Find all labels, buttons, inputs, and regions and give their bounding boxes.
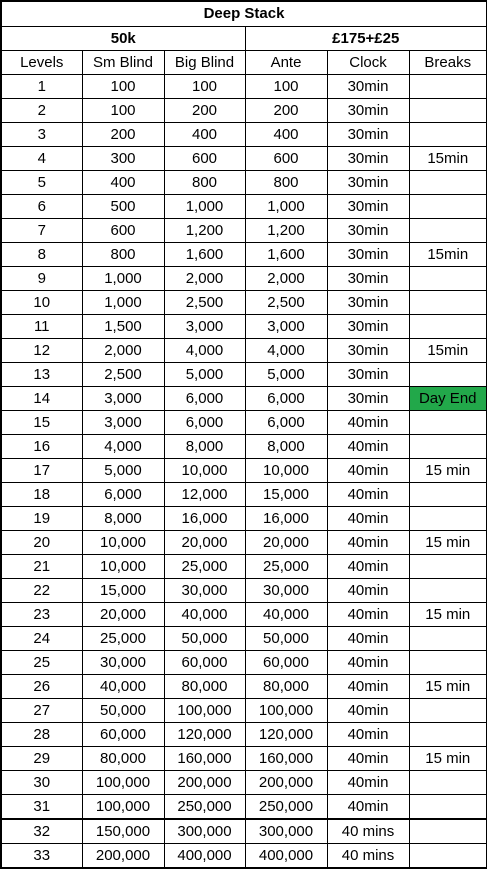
cell-level: 29 — [1, 747, 82, 771]
cell-break — [409, 435, 487, 459]
cell-sm-blind: 80,000 — [82, 747, 164, 771]
header-sm-blind: Sm Blind — [82, 51, 164, 75]
cell-level: 13 — [1, 363, 82, 387]
cell-sm-blind: 15,000 — [82, 579, 164, 603]
table-row — [1, 579, 487, 603]
cell-ante: 3,000 — [245, 315, 327, 339]
cell-ante: 8,000 — [245, 435, 327, 459]
cell-ante: 1,200 — [245, 219, 327, 243]
cell-big-blind: 400 — [164, 123, 245, 147]
cell-big-blind: 600 — [164, 147, 245, 171]
cell-clock: 40min — [327, 483, 409, 507]
cell-sm-blind: 8,000 — [82, 507, 164, 531]
cell-ante: 25,000 — [245, 555, 327, 579]
cell-level: 15 — [1, 411, 82, 435]
cell-big-blind: 400,000 — [164, 844, 245, 869]
cell-clock: 30min — [327, 219, 409, 243]
cell-break: Day End — [409, 387, 487, 411]
table-row — [1, 339, 487, 363]
cell-level: 27 — [1, 699, 82, 723]
cell-level: 25 — [1, 651, 82, 675]
cell-sm-blind: 5,000 — [82, 459, 164, 483]
cell-big-blind: 250,000 — [164, 795, 245, 820]
cell-level: 14 — [1, 387, 82, 411]
cell-clock: 30min — [327, 147, 409, 171]
cell-sm-blind: 40,000 — [82, 675, 164, 699]
cell-big-blind: 2,500 — [164, 291, 245, 315]
cell-sm-blind: 100 — [82, 99, 164, 123]
subheader-row — [1, 27, 487, 51]
cell-clock: 40min — [327, 459, 409, 483]
cell-level: 16 — [1, 435, 82, 459]
table-row — [1, 411, 487, 435]
cell-level: 22 — [1, 579, 82, 603]
starting-stack: 50k — [1, 27, 245, 51]
cell-level: 8 — [1, 243, 82, 267]
table-row — [1, 171, 487, 195]
cell-sm-blind: 300 — [82, 147, 164, 171]
table-row — [1, 819, 487, 844]
cell-sm-blind: 200,000 — [82, 844, 164, 869]
cell-ante: 15,000 — [245, 483, 327, 507]
cell-ante: 120,000 — [245, 723, 327, 747]
cell-big-blind: 40,000 — [164, 603, 245, 627]
cell-clock: 40min — [327, 579, 409, 603]
cell-ante: 6,000 — [245, 411, 327, 435]
cell-ante: 1,000 — [245, 195, 327, 219]
cell-break — [409, 771, 487, 795]
cell-ante: 30,000 — [245, 579, 327, 603]
header-ante: Ante — [245, 51, 327, 75]
cell-break — [409, 123, 487, 147]
cell-ante: 800 — [245, 171, 327, 195]
cell-level: 2 — [1, 99, 82, 123]
cell-big-blind: 1,000 — [164, 195, 245, 219]
table-row — [1, 507, 487, 531]
table-row — [1, 459, 487, 483]
cell-big-blind: 80,000 — [164, 675, 245, 699]
table-row — [1, 315, 487, 339]
cell-break — [409, 363, 487, 387]
cell-level: 7 — [1, 219, 82, 243]
cell-sm-blind: 25,000 — [82, 627, 164, 651]
cell-sm-blind: 1,000 — [82, 291, 164, 315]
cell-big-blind: 16,000 — [164, 507, 245, 531]
header-levels: Levels — [1, 51, 82, 75]
cell-sm-blind: 3,000 — [82, 411, 164, 435]
title-row — [1, 1, 487, 27]
header-clock: Clock — [327, 51, 409, 75]
cell-clock: 30min — [327, 171, 409, 195]
cell-clock: 40min — [327, 723, 409, 747]
cell-big-blind: 5,000 — [164, 363, 245, 387]
cell-break — [409, 411, 487, 435]
header-breaks: Breaks — [409, 51, 487, 75]
cell-clock: 40min — [327, 651, 409, 675]
cell-break — [409, 99, 487, 123]
cell-sm-blind: 400 — [82, 171, 164, 195]
cell-clock: 30min — [327, 363, 409, 387]
cell-ante: 100,000 — [245, 699, 327, 723]
cell-clock: 40min — [327, 555, 409, 579]
table-row — [1, 699, 487, 723]
cell-clock: 40min — [327, 603, 409, 627]
cell-ante: 50,000 — [245, 627, 327, 651]
cell-clock: 30min — [327, 387, 409, 411]
cell-big-blind: 1,600 — [164, 243, 245, 267]
cell-break — [409, 651, 487, 675]
cell-ante: 400 — [245, 123, 327, 147]
cell-level: 19 — [1, 507, 82, 531]
cell-big-blind: 300,000 — [164, 819, 245, 844]
table-row — [1, 243, 487, 267]
cell-level: 10 — [1, 291, 82, 315]
cell-break: 15min — [409, 339, 487, 363]
table-row — [1, 844, 487, 869]
cell-big-blind: 120,000 — [164, 723, 245, 747]
table-row — [1, 675, 487, 699]
cell-ante: 400,000 — [245, 844, 327, 869]
cell-clock: 30min — [327, 99, 409, 123]
cell-level: 28 — [1, 723, 82, 747]
cell-clock: 40min — [327, 771, 409, 795]
cell-sm-blind: 30,000 — [82, 651, 164, 675]
cell-ante: 40,000 — [245, 603, 327, 627]
buy-in: £175+£25 — [245, 27, 487, 51]
cell-big-blind: 10,000 — [164, 459, 245, 483]
cell-big-blind: 100,000 — [164, 699, 245, 723]
table-row — [1, 219, 487, 243]
cell-level: 4 — [1, 147, 82, 171]
cell-big-blind: 6,000 — [164, 387, 245, 411]
table-row — [1, 747, 487, 771]
cell-big-blind: 6,000 — [164, 411, 245, 435]
cell-ante: 2,500 — [245, 291, 327, 315]
cell-sm-blind: 500 — [82, 195, 164, 219]
cell-sm-blind: 50,000 — [82, 699, 164, 723]
cell-big-blind: 50,000 — [164, 627, 245, 651]
cell-sm-blind: 800 — [82, 243, 164, 267]
cell-ante: 300,000 — [245, 819, 327, 844]
cell-break — [409, 171, 487, 195]
table-row — [1, 267, 487, 291]
cell-break: 15min — [409, 243, 487, 267]
cell-sm-blind: 1,000 — [82, 267, 164, 291]
table-row — [1, 363, 487, 387]
cell-big-blind: 25,000 — [164, 555, 245, 579]
cell-big-blind: 4,000 — [164, 339, 245, 363]
cell-ante: 60,000 — [245, 651, 327, 675]
cell-break: 15min — [409, 147, 487, 171]
cell-big-blind: 100 — [164, 75, 245, 99]
header-big-blind: Big Blind — [164, 51, 245, 75]
table-row — [1, 195, 487, 219]
cell-clock: 40min — [327, 675, 409, 699]
cell-clock: 30min — [327, 339, 409, 363]
header-row — [1, 51, 487, 75]
cell-big-blind: 160,000 — [164, 747, 245, 771]
table-row — [1, 555, 487, 579]
table-row — [1, 531, 487, 555]
cell-clock: 30min — [327, 315, 409, 339]
cell-clock: 40 mins — [327, 819, 409, 844]
cell-sm-blind: 6,000 — [82, 483, 164, 507]
cell-big-blind: 60,000 — [164, 651, 245, 675]
cell-level: 24 — [1, 627, 82, 651]
cell-break — [409, 795, 487, 820]
cell-clock: 30min — [327, 75, 409, 99]
cell-clock: 30min — [327, 243, 409, 267]
cell-level: 11 — [1, 315, 82, 339]
cell-clock: 30min — [327, 195, 409, 219]
cell-break — [409, 507, 487, 531]
cell-clock: 30min — [327, 123, 409, 147]
cell-level: 33 — [1, 844, 82, 869]
cell-clock: 40min — [327, 411, 409, 435]
cell-ante: 10,000 — [245, 459, 327, 483]
cell-ante: 100 — [245, 75, 327, 99]
cell-sm-blind: 100 — [82, 75, 164, 99]
cell-level: 26 — [1, 675, 82, 699]
cell-sm-blind: 100,000 — [82, 771, 164, 795]
cell-level: 17 — [1, 459, 82, 483]
cell-clock: 30min — [327, 291, 409, 315]
cell-ante: 600 — [245, 147, 327, 171]
cell-level: 9 — [1, 267, 82, 291]
cell-level: 12 — [1, 339, 82, 363]
cell-clock: 40min — [327, 699, 409, 723]
cell-level: 3 — [1, 123, 82, 147]
cell-big-blind: 30,000 — [164, 579, 245, 603]
cell-ante: 5,000 — [245, 363, 327, 387]
cell-clock: 40min — [327, 531, 409, 555]
cell-sm-blind: 200 — [82, 123, 164, 147]
table-row — [1, 771, 487, 795]
cell-ante: 6,000 — [245, 387, 327, 411]
cell-sm-blind: 2,500 — [82, 363, 164, 387]
cell-ante: 200,000 — [245, 771, 327, 795]
table-row — [1, 795, 487, 820]
cell-clock: 30min — [327, 267, 409, 291]
cell-level: 1 — [1, 75, 82, 99]
cell-sm-blind: 100,000 — [82, 795, 164, 820]
table-row — [1, 603, 487, 627]
table-row — [1, 435, 487, 459]
cell-big-blind: 12,000 — [164, 483, 245, 507]
table-row — [1, 99, 487, 123]
cell-sm-blind: 10,000 — [82, 555, 164, 579]
cell-sm-blind: 20,000 — [82, 603, 164, 627]
table-row — [1, 147, 487, 171]
cell-sm-blind: 3,000 — [82, 387, 164, 411]
cell-break — [409, 219, 487, 243]
table-row — [1, 387, 487, 411]
table-row — [1, 651, 487, 675]
cell-big-blind: 200 — [164, 99, 245, 123]
cell-break — [409, 483, 487, 507]
cell-level: 31 — [1, 795, 82, 820]
cell-clock: 40min — [327, 507, 409, 531]
cell-break: 15 min — [409, 747, 487, 771]
cell-break: 15 min — [409, 603, 487, 627]
table-title: Deep Stack — [1, 1, 487, 27]
cell-ante: 80,000 — [245, 675, 327, 699]
table-row — [1, 291, 487, 315]
cell-clock: 40min — [327, 795, 409, 820]
cell-big-blind: 800 — [164, 171, 245, 195]
cell-ante: 2,000 — [245, 267, 327, 291]
cell-clock: 40min — [327, 627, 409, 651]
cell-break — [409, 291, 487, 315]
cell-big-blind: 1,200 — [164, 219, 245, 243]
cell-break — [409, 555, 487, 579]
cell-ante: 1,600 — [245, 243, 327, 267]
cell-break — [409, 723, 487, 747]
table-row — [1, 123, 487, 147]
cell-break — [409, 819, 487, 844]
cell-clock: 40 mins — [327, 844, 409, 869]
cell-big-blind: 3,000 — [164, 315, 245, 339]
cell-sm-blind: 150,000 — [82, 819, 164, 844]
table-row — [1, 723, 487, 747]
cell-sm-blind: 2,000 — [82, 339, 164, 363]
cell-clock: 40min — [327, 435, 409, 459]
cell-level: 32 — [1, 819, 82, 844]
cell-level: 21 — [1, 555, 82, 579]
cell-break — [409, 267, 487, 291]
cell-level: 23 — [1, 603, 82, 627]
table-row — [1, 75, 487, 99]
cell-break — [409, 315, 487, 339]
cell-break: 15 min — [409, 675, 487, 699]
cell-sm-blind: 1,500 — [82, 315, 164, 339]
cell-ante: 250,000 — [245, 795, 327, 820]
cell-break — [409, 844, 487, 869]
cell-break — [409, 579, 487, 603]
cell-big-blind: 200,000 — [164, 771, 245, 795]
cell-big-blind: 2,000 — [164, 267, 245, 291]
cell-level: 6 — [1, 195, 82, 219]
cell-ante: 200 — [245, 99, 327, 123]
cell-sm-blind: 60,000 — [82, 723, 164, 747]
cell-sm-blind: 4,000 — [82, 435, 164, 459]
table-row — [1, 627, 487, 651]
cell-big-blind: 8,000 — [164, 435, 245, 459]
cell-break — [409, 195, 487, 219]
cell-ante: 160,000 — [245, 747, 327, 771]
cell-big-blind: 20,000 — [164, 531, 245, 555]
cell-ante: 16,000 — [245, 507, 327, 531]
table-row — [1, 483, 487, 507]
cell-level: 5 — [1, 171, 82, 195]
cell-break: 15 min — [409, 531, 487, 555]
cell-ante: 4,000 — [245, 339, 327, 363]
cell-level: 18 — [1, 483, 82, 507]
cell-break — [409, 627, 487, 651]
cell-sm-blind: 10,000 — [82, 531, 164, 555]
cell-ante: 20,000 — [245, 531, 327, 555]
cell-sm-blind: 600 — [82, 219, 164, 243]
cell-break: 15 min — [409, 459, 487, 483]
cell-level: 20 — [1, 531, 82, 555]
cell-break — [409, 699, 487, 723]
cell-level: 30 — [1, 771, 82, 795]
cell-break — [409, 75, 487, 99]
cell-clock: 40min — [327, 747, 409, 771]
